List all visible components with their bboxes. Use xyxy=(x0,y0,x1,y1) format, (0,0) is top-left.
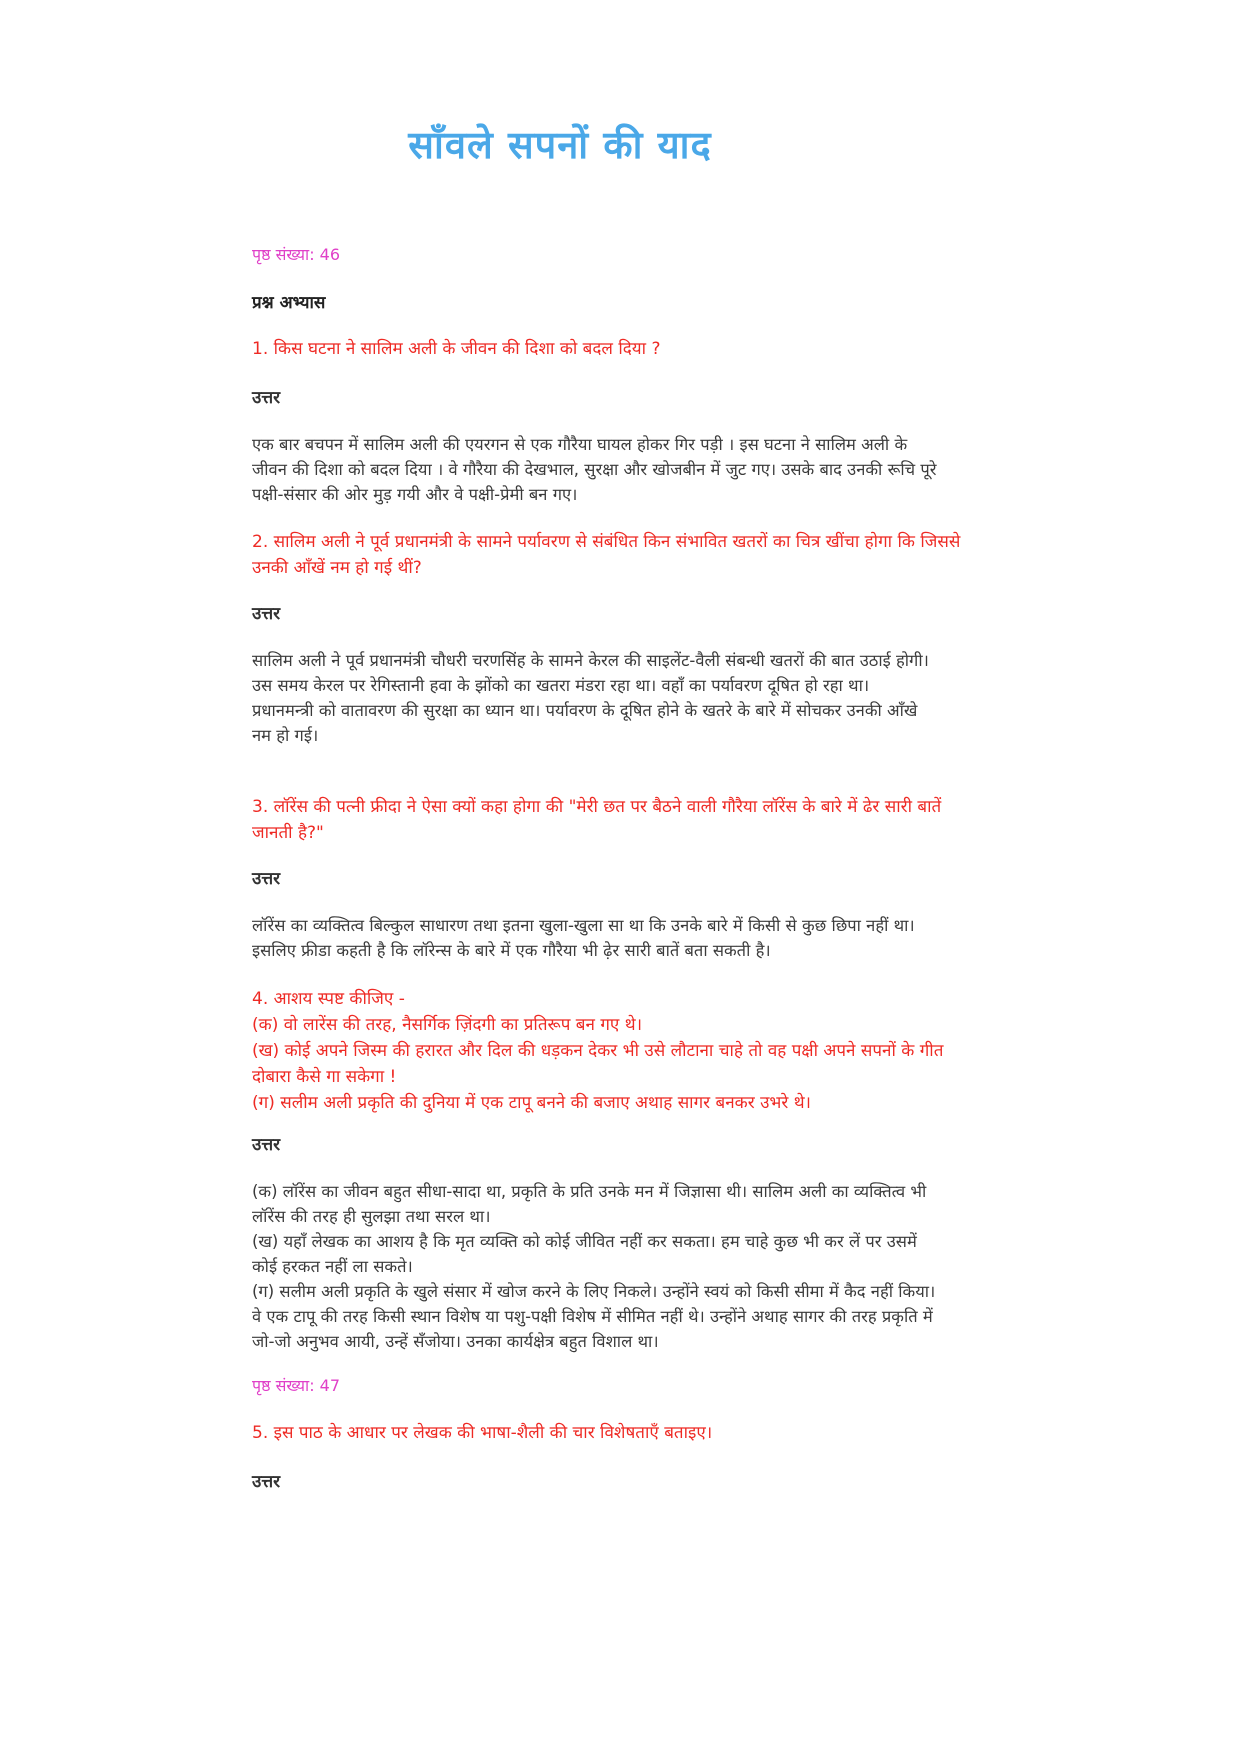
question-2-line: उनकी आँखें नम हो गई थीं? xyxy=(252,558,422,578)
answer-1 xyxy=(252,432,1022,507)
answer-3-line: लॉरेंस का व्यक्तित्व बिल्कुल साधारण तथा इतना खुला-खुला सा था कि उनके बारे में किसी से कुछ छिपा नहीं था। xyxy=(252,916,915,935)
question-4 xyxy=(252,986,1022,1116)
question-1: 1. किस घटना ने सालिम अली के जीवन की दिशा को बदल दिया ? xyxy=(252,339,661,359)
answer-label-4: उत्तर xyxy=(252,1135,281,1155)
page-number-47: पृष्ठ संख्या: 47 xyxy=(252,1376,341,1395)
question-2 xyxy=(252,529,1022,581)
question-5: 5. इस पाठ के आधार पर लेखक की भाषा-शैली की चार विशेषताएँ बताइए। xyxy=(252,1423,713,1443)
answer-1-line: एक बार बचपन में सालिम अली की एयरगन से एक गौरैया घायल होकर गिर पड़ी । इस घटना ने सालिम अली के xyxy=(252,435,908,454)
answer-4-line: (क) लॉरेंस का जीवन बहुत सीधा-सादा था, प्रकृति के प्रति उनके मन में जिज्ञासा थी। सालिम अली का व्यक्तित्व भी xyxy=(252,1182,927,1201)
question-4-line: (ग) सलीम अली प्रकृति की दुनिया में एक टापू बनने की बजाए अथाह सागर बनकर उभरे थे। xyxy=(252,1093,811,1113)
answer-2-line: उस समय केरल पर रेगिस्तानी हवा के झोंको का खतरा मंडरा रहा था। वहाँ का पर्यावरण दूषित हो रहा था। xyxy=(252,676,870,695)
question-3 xyxy=(252,794,1022,846)
answer-label-2: उत्तर xyxy=(252,604,281,624)
answer-2-line: सालिम अली ने पूर्व प्रधानमंत्री चौधरी चरणसिंह के सामने केरल की साइलेंट-वैली संबन्धी खतरों की बात उठाई होगी। xyxy=(252,651,929,670)
answer-1-line: जीवन की दिशा को बदल दिया । वे गौरैया की देखभाल, सुरक्षा और खोजबीन में जुट गए। उसके बाद उनकी रूचि पूरे xyxy=(252,460,937,479)
answer-4-line: (ख) यहाँ लेखक का आशय है कि मृत व्यक्ति को कोई जीवित नहीं कर सकता। हम चाहे कुछ भी कर लें पर उसमें xyxy=(252,1232,917,1251)
page-number-46: पृष्ठ संख्या: 46 xyxy=(252,245,341,264)
answer-2-line: नम हो गई। xyxy=(252,726,319,745)
answer-label-3: उत्तर xyxy=(252,869,281,889)
question-4-line: दोबारा कैसे गा सकेगा ! xyxy=(252,1067,397,1087)
question-4-line: (ख) कोई अपने जिस्म की हरारत और दिल की धड़कन देकर भी उसे लौटाना चाहे तो वह पक्षी अपने सपनों के गीत xyxy=(252,1041,944,1061)
question-2-line: 2. सालिम अली ने पूर्व प्रधानमंत्री के सामने पर्यावरण से संबंधित किन संभावित खतरों का चित्र खींचा होगा कि जिससे xyxy=(252,532,961,552)
answer-4-line: लॉरेंस की तरह ही सुलझा तथा सरल था। xyxy=(252,1207,491,1226)
question-3-line: जानती है?" xyxy=(252,823,324,843)
answer-label-5: उत्तर xyxy=(252,1472,281,1492)
answer-4-line: वे एक टापू की तरह किसी स्थान विशेष या पशु-पक्षी विशेष में सीमित नहीं थे। उन्होंने अथाह सागर की तरह प्रकृति में xyxy=(252,1307,933,1326)
answer-3 xyxy=(252,913,1022,963)
section-heading: प्रश्न अभ्यास xyxy=(252,293,326,313)
answer-1-line: पक्षी-संसार की ओर मुड़ गयी और वे पक्षी-प्रेमी बन गए। xyxy=(252,485,578,504)
answer-3-line: इसलिए फ्रीडा कहती है कि लॉरेन्स के बारे में एक गौरैया भी ढ़ेर सारी बातें बता सकती है। xyxy=(252,941,771,960)
answer-2-line: प्रधानमन्त्री को वातावरण की सुरक्षा का ध्यान था। पर्यावरण के दूषित होने के खतरे के बारे में सोचकर उनकी आँखे xyxy=(252,701,918,720)
answer-4-line: जो-जो अनुभव आयी, उन्हें सँजोया। उनका कार्यक्षेत्र बहुत विशाल था। xyxy=(252,1332,659,1351)
answer-2 xyxy=(252,648,1022,748)
question-4-line: 4. आशय स्पष्ट कीजिए - xyxy=(252,989,405,1009)
question-4-line: (क) वो लारेंस की तरह, नैसर्गिक ज़िंदगी का प्रतिरूप बन गए थे। xyxy=(252,1015,643,1035)
answer-4 xyxy=(252,1179,1022,1354)
question-3-line: 3. लॉरेंस की पत्नी फ्रीदा ने ऐसा क्यों कहा होगा की "मेरी छत पर बैठने वाली गौरैया लॉरेंस के बारे में ढेर सारी बातें xyxy=(252,797,942,817)
answer-4-line: (ग) सलीम अली प्रकृति के खुले संसार में खोज करने के लिए निकले। उन्होंने स्वयं को किसी सीमा में कैद नहीं किया। xyxy=(252,1282,936,1301)
answer-label-1: उत्तर xyxy=(252,388,281,408)
answer-4-line: कोई हरकत नहीं ला सकते। xyxy=(252,1257,413,1276)
chapter-title: साँवले सपनों की याद xyxy=(408,123,712,167)
